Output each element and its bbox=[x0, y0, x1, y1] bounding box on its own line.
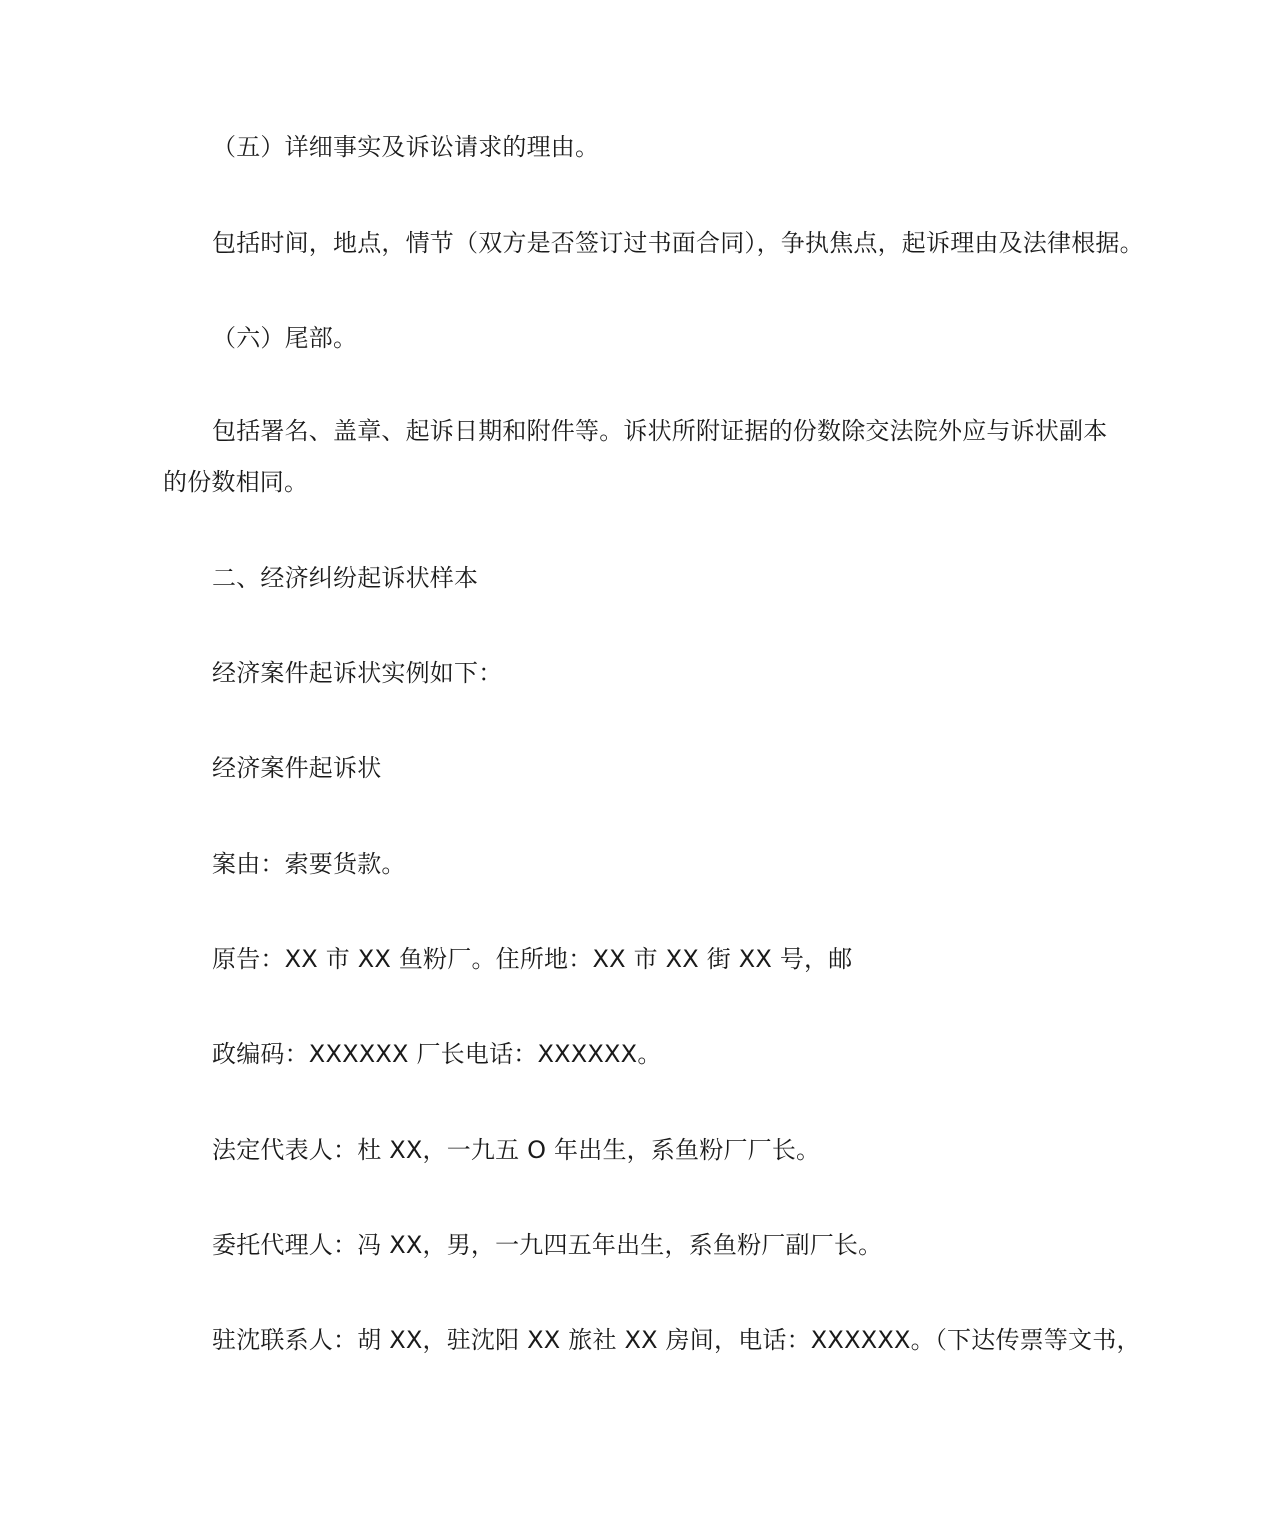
paragraph-plaintiff: 原告：XX 市 XX 鱼粉厂。住所地：XX 市 XX 街 XX 号，邮 bbox=[212, 945, 853, 973]
paragraph-part-2-heading: 二、经济纠纷起诉状样本 bbox=[212, 564, 479, 592]
paragraph-cause-of-action: 案由：索要货款。 bbox=[212, 850, 406, 878]
paragraph-agent: 委托代理人：冯 XX，男，一九四五年出生，系鱼粉厂副厂长。 bbox=[212, 1231, 883, 1259]
paragraph-contact-person: 驻沈联系人：胡 XX，驻沈阳 XX 旅社 XX 房间，电话：XXXXXX。（下达传票等文书， bbox=[212, 1326, 1141, 1354]
paragraph-postal-code: 政编码：XXXXXX 厂长电话：XXXXXX。 bbox=[212, 1040, 662, 1068]
paragraph-section-6-heading: （六）尾部。 bbox=[212, 324, 358, 352]
paragraph-section-6-body: 包括署名、盖章、起诉日期和附件等。诉状所附证据的份数除交法院外应与诉状副本 bbox=[212, 417, 1108, 445]
paragraph-example-intro: 经济案件起诉状实例如下： bbox=[212, 659, 503, 687]
paragraph-section-6-body-continuation: 的份数相同。 bbox=[163, 468, 309, 496]
paragraph-complaint-title: 经济案件起诉状 bbox=[212, 754, 382, 782]
paragraph-legal-representative: 法定代表人：杜 XX，一九五 O 年出生，系鱼粉厂厂长。 bbox=[212, 1136, 821, 1164]
paragraph-section-5-body: 包括时间，地点，情节（双方是否签订过书面合同），争执焦点，起诉理由及法律根据。 bbox=[212, 229, 1144, 257]
paragraph-section-5-heading: （五）详细事实及诉讼请求的理由。 bbox=[212, 133, 600, 161]
